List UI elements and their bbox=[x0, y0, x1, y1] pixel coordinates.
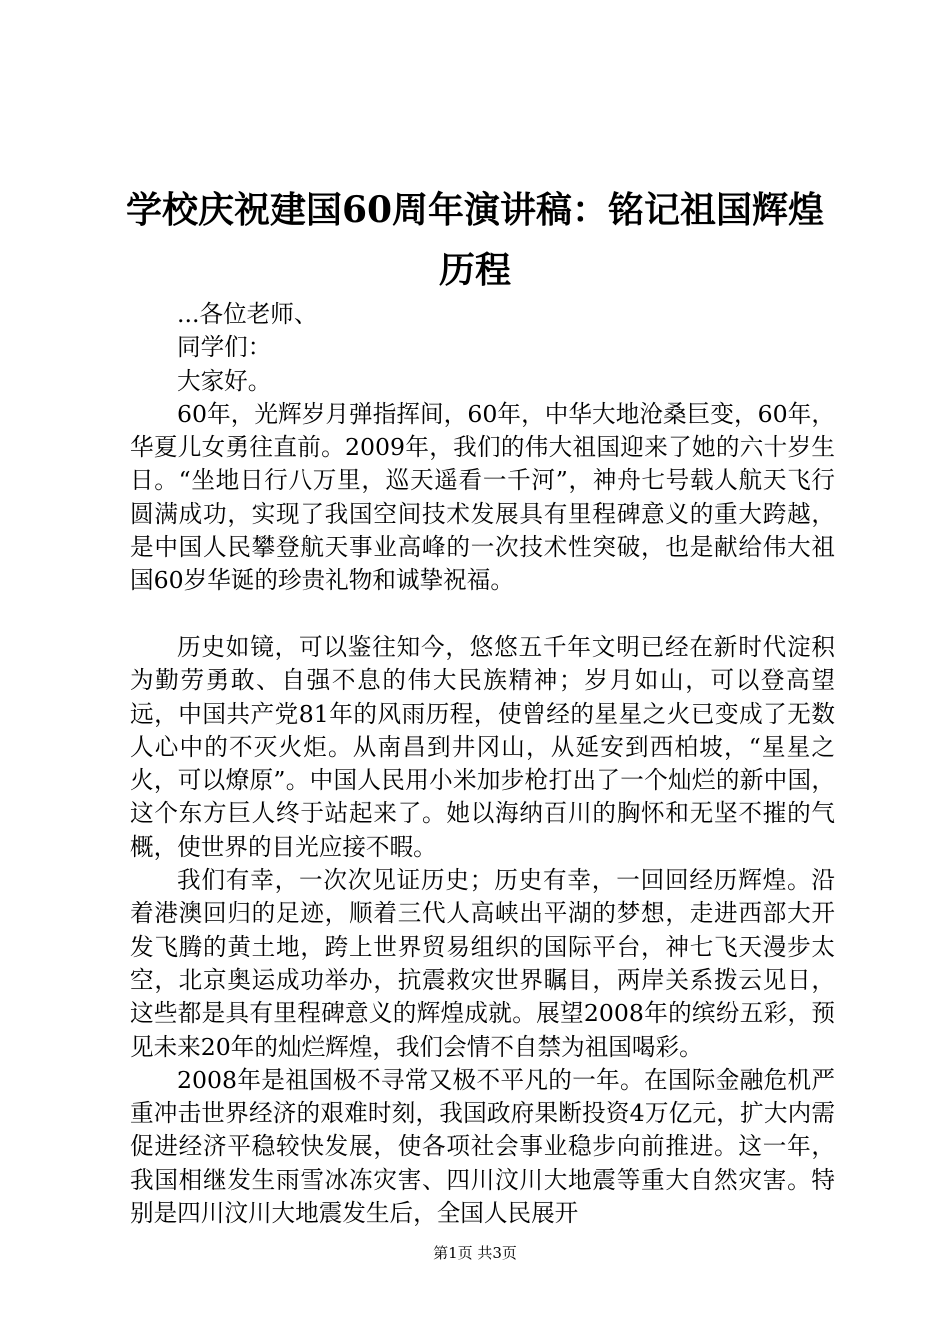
greeting: 大家好。 bbox=[177, 366, 272, 395]
salutation-students: 同学们： bbox=[177, 333, 272, 362]
document-title-line-2: 历程 bbox=[438, 249, 511, 291]
salutation-teachers: ...各位老师、 bbox=[177, 300, 318, 328]
paragraph-3: 我们有幸，一次次见证历史；历史有幸，一回回经历辉煌。沿着港澳回归的足迹，顺着三代人高峡出平湖的梦想，走进西部大开发飞腾的黄土地，跨上世界贸易组织的国际平台，神七飞天漫步太空，北京奥运成功举办，抗震救灾世界瞩目，两岸关系拨云见日，这些都是具有里程碑意义的辉煌成就。展望2008年的缤纷五彩，预见未来20年的灿烂辉煌，我们会情不自禁为祖国喝彩。 bbox=[130, 866, 835, 1061]
document-body bbox=[130, 298, 835, 1230]
page-footer: 第1页 共3页 bbox=[433, 1244, 517, 1262]
paragraph-2: 历史如镜，可以鉴往知今，悠悠五千年文明已经在新时代淀积为勤劳勇敢、自强不息的伟大民族精神；岁月如山，可以登高望远，中国共产党81年的风雨历程，使曾经的星星之火已变成了无数人心中的不灭火炬。从南昌到井冈山，从延安到西柏坡，“星星之火，可以燎原”。中国人民用小米加步枪打出了一个灿烂的新中国，这个东方巨人终于站起来了。她以海纳百川的胸怀和无坚不摧的气概，使世界的目光应接不暇。 bbox=[130, 632, 835, 861]
paragraph-1: 60年，光辉岁月弹指挥间，60年，中华大地沧桑巨变，60年，华夏儿女勇往直前。2009年，我们的伟大祖国迎来了她的六十岁生日。“坐地日行八万里，巡天遥看一千河”，神舟七号载人航天飞行圆满成功，实现了我国空间技术发展具有里程碑意义的重大跨越，是中国人民攀登航天事业高峰的一次技术性突破，也是献给伟大祖国60岁华诞的珍贵礼物和诚挚祝福。 bbox=[130, 399, 835, 595]
paragraph-4: 2008年是祖国极不寻常又极不平凡的一年。在国际金融危机严重冲击世界经济的艰难时刻，我国政府果断投资4万亿元，扩大内需促进经济平稳较快发展，使各项社会事业稳步向前推进。这一年，我国相继发生雨雪冰冻灾害、四川汶川大地震等重大自然灾害。特别是四川汶川大地震发生后，全国人民展开 bbox=[130, 1065, 835, 1228]
document-title-line-1: 学校庆祝建国60周年演讲稿：铭记祖国辉煌 bbox=[125, 189, 825, 231]
